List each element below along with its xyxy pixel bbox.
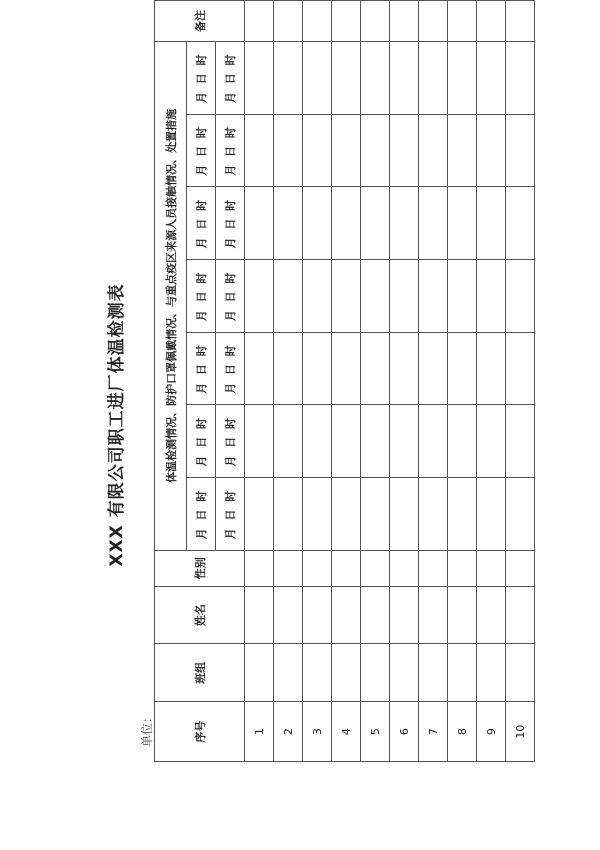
table-cell xyxy=(390,478,419,551)
table-cell xyxy=(477,187,506,260)
table-cell xyxy=(390,187,419,260)
table-row xyxy=(477,1,506,762)
table-cell xyxy=(419,586,448,644)
table-cell xyxy=(448,405,477,478)
table-cell xyxy=(274,114,303,187)
table-cell xyxy=(332,114,361,187)
table-cell xyxy=(274,478,303,551)
table-cell xyxy=(361,550,390,586)
table-cell xyxy=(448,187,477,260)
table-cell xyxy=(390,405,419,478)
header-name: 姓名 xyxy=(155,586,245,644)
row-number: 8 xyxy=(448,702,477,762)
table-cell xyxy=(332,644,361,702)
table-cell xyxy=(390,644,419,702)
table-cell xyxy=(448,260,477,333)
table-row xyxy=(245,1,274,762)
table-cell xyxy=(303,1,332,42)
table-cell xyxy=(245,260,274,333)
row-number: 7 xyxy=(419,702,448,762)
header-date-cell: 月 日 时 xyxy=(187,187,216,260)
table-cell xyxy=(361,114,390,187)
table-cell xyxy=(419,260,448,333)
header-date-cell: 月 日 时 xyxy=(187,41,216,114)
table-cell xyxy=(361,332,390,405)
table-cell xyxy=(506,478,535,551)
table-row xyxy=(274,1,303,762)
table-cell xyxy=(477,41,506,114)
table-cell xyxy=(448,550,477,586)
table-cell xyxy=(390,114,419,187)
table-cell xyxy=(245,550,274,586)
header-date-cell: 月 日 时 xyxy=(187,332,216,405)
header-date-cell: 月 日 时 xyxy=(187,405,216,478)
table-cell xyxy=(332,41,361,114)
header-date-cell: 月 日 时 xyxy=(216,478,245,551)
header-remarks: 备注 xyxy=(155,1,245,42)
header-group: 体温检测情况、防护口罩佩戴情况、与重点疫区来源人员接触情况、处置措施 xyxy=(155,41,187,550)
row-number: 3 xyxy=(303,702,332,762)
table-cell xyxy=(274,41,303,114)
table-cell xyxy=(419,114,448,187)
table-cell xyxy=(332,478,361,551)
table-cell xyxy=(245,114,274,187)
table-cell xyxy=(303,187,332,260)
table-row xyxy=(303,1,332,762)
table-cell xyxy=(448,644,477,702)
row-number: 4 xyxy=(332,702,361,762)
header-date-cell: 月 日 时 xyxy=(187,260,216,333)
header-date-cell: 月 日 时 xyxy=(187,114,216,187)
table-cell xyxy=(332,187,361,260)
table-cell xyxy=(477,586,506,644)
table-cell xyxy=(506,644,535,702)
row-number: 10 xyxy=(506,702,535,762)
table-cell xyxy=(332,586,361,644)
table-cell xyxy=(506,586,535,644)
table-cell xyxy=(419,332,448,405)
table-cell xyxy=(245,586,274,644)
table-cell xyxy=(506,187,535,260)
header-team: 班组 xyxy=(155,644,245,702)
table-cell xyxy=(477,1,506,42)
table-cell xyxy=(274,260,303,333)
header-date-cell: 月 日 时 xyxy=(216,405,245,478)
table-cell xyxy=(361,586,390,644)
table-row xyxy=(332,1,361,762)
table-cell xyxy=(448,478,477,551)
table-cell xyxy=(448,1,477,42)
header-gender: 性别 xyxy=(155,550,245,586)
table-cell xyxy=(477,260,506,333)
page-title: XXX 有限公司职工进厂体温检测表 xyxy=(107,283,127,567)
table-cell xyxy=(419,41,448,114)
table-cell xyxy=(506,41,535,114)
table-cell xyxy=(390,41,419,114)
header-date-cell: 月 日 时 xyxy=(216,260,245,333)
temperature-table xyxy=(154,0,535,762)
table-cell xyxy=(448,586,477,644)
table-cell xyxy=(390,1,419,42)
header-date-cell: 月 日 时 xyxy=(216,332,245,405)
table-cell xyxy=(477,405,506,478)
header-date-cell: 月 日 时 xyxy=(216,114,245,187)
table-cell xyxy=(390,550,419,586)
table-cell xyxy=(303,644,332,702)
table-cell xyxy=(245,1,274,42)
table-cell xyxy=(390,260,419,333)
table-cell xyxy=(332,405,361,478)
unit-label: 单位： xyxy=(140,710,154,747)
table-row xyxy=(390,1,419,762)
table-cell xyxy=(506,114,535,187)
header-seq: 序号 xyxy=(155,702,245,762)
table-cell xyxy=(419,1,448,42)
header-date-cell: 月 日 时 xyxy=(187,478,216,551)
table-cell xyxy=(361,260,390,333)
table-cell xyxy=(361,41,390,114)
table-cell xyxy=(303,41,332,114)
table-cell xyxy=(448,41,477,114)
table-cell xyxy=(419,644,448,702)
table-cell xyxy=(477,332,506,405)
table-cell xyxy=(245,405,274,478)
table-cell xyxy=(274,332,303,405)
table-cell xyxy=(303,586,332,644)
table-cell xyxy=(332,332,361,405)
table-cell xyxy=(332,550,361,586)
table-cell xyxy=(303,405,332,478)
table-cell xyxy=(506,1,535,42)
table-cell xyxy=(332,1,361,42)
header-row-group xyxy=(155,1,187,762)
table-cell xyxy=(303,478,332,551)
header-date-cell: 月 日 时 xyxy=(216,187,245,260)
row-number: 1 xyxy=(245,702,274,762)
table-cell xyxy=(274,405,303,478)
row-number: 5 xyxy=(361,702,390,762)
table-cell xyxy=(332,260,361,333)
table-cell xyxy=(361,644,390,702)
table-body xyxy=(245,1,535,762)
table-cell xyxy=(274,1,303,42)
table-cell xyxy=(419,550,448,586)
table-cell xyxy=(245,332,274,405)
table-cell xyxy=(245,644,274,702)
table-cell xyxy=(419,405,448,478)
table-cell xyxy=(274,586,303,644)
table-row xyxy=(419,1,448,762)
table-cell xyxy=(506,260,535,333)
table-cell xyxy=(274,644,303,702)
table-cell xyxy=(303,114,332,187)
row-number: 2 xyxy=(274,702,303,762)
table-cell xyxy=(361,187,390,260)
table-cell xyxy=(477,114,506,187)
table-cell xyxy=(506,332,535,405)
table-cell xyxy=(245,187,274,260)
table-cell xyxy=(361,1,390,42)
table-cell xyxy=(506,550,535,586)
header-date-cell: 月 日 时 xyxy=(216,41,245,114)
table-row xyxy=(506,1,535,762)
table-cell xyxy=(477,644,506,702)
table-cell xyxy=(274,187,303,260)
table-cell xyxy=(390,586,419,644)
table-cell xyxy=(245,41,274,114)
table-cell xyxy=(303,260,332,333)
table-cell xyxy=(419,187,448,260)
table-row xyxy=(361,1,390,762)
table-cell xyxy=(448,114,477,187)
table-cell xyxy=(303,332,332,405)
table-cell xyxy=(245,478,274,551)
table-cell xyxy=(274,550,303,586)
row-number: 9 xyxy=(477,702,506,762)
row-number: 6 xyxy=(390,702,419,762)
table-cell xyxy=(361,478,390,551)
table-cell xyxy=(506,405,535,478)
table-cell xyxy=(448,332,477,405)
table-cell xyxy=(477,550,506,586)
table-row xyxy=(448,1,477,762)
table-cell xyxy=(303,550,332,586)
table-cell xyxy=(361,405,390,478)
table-cell xyxy=(419,478,448,551)
table-cell xyxy=(477,478,506,551)
table-cell xyxy=(390,332,419,405)
